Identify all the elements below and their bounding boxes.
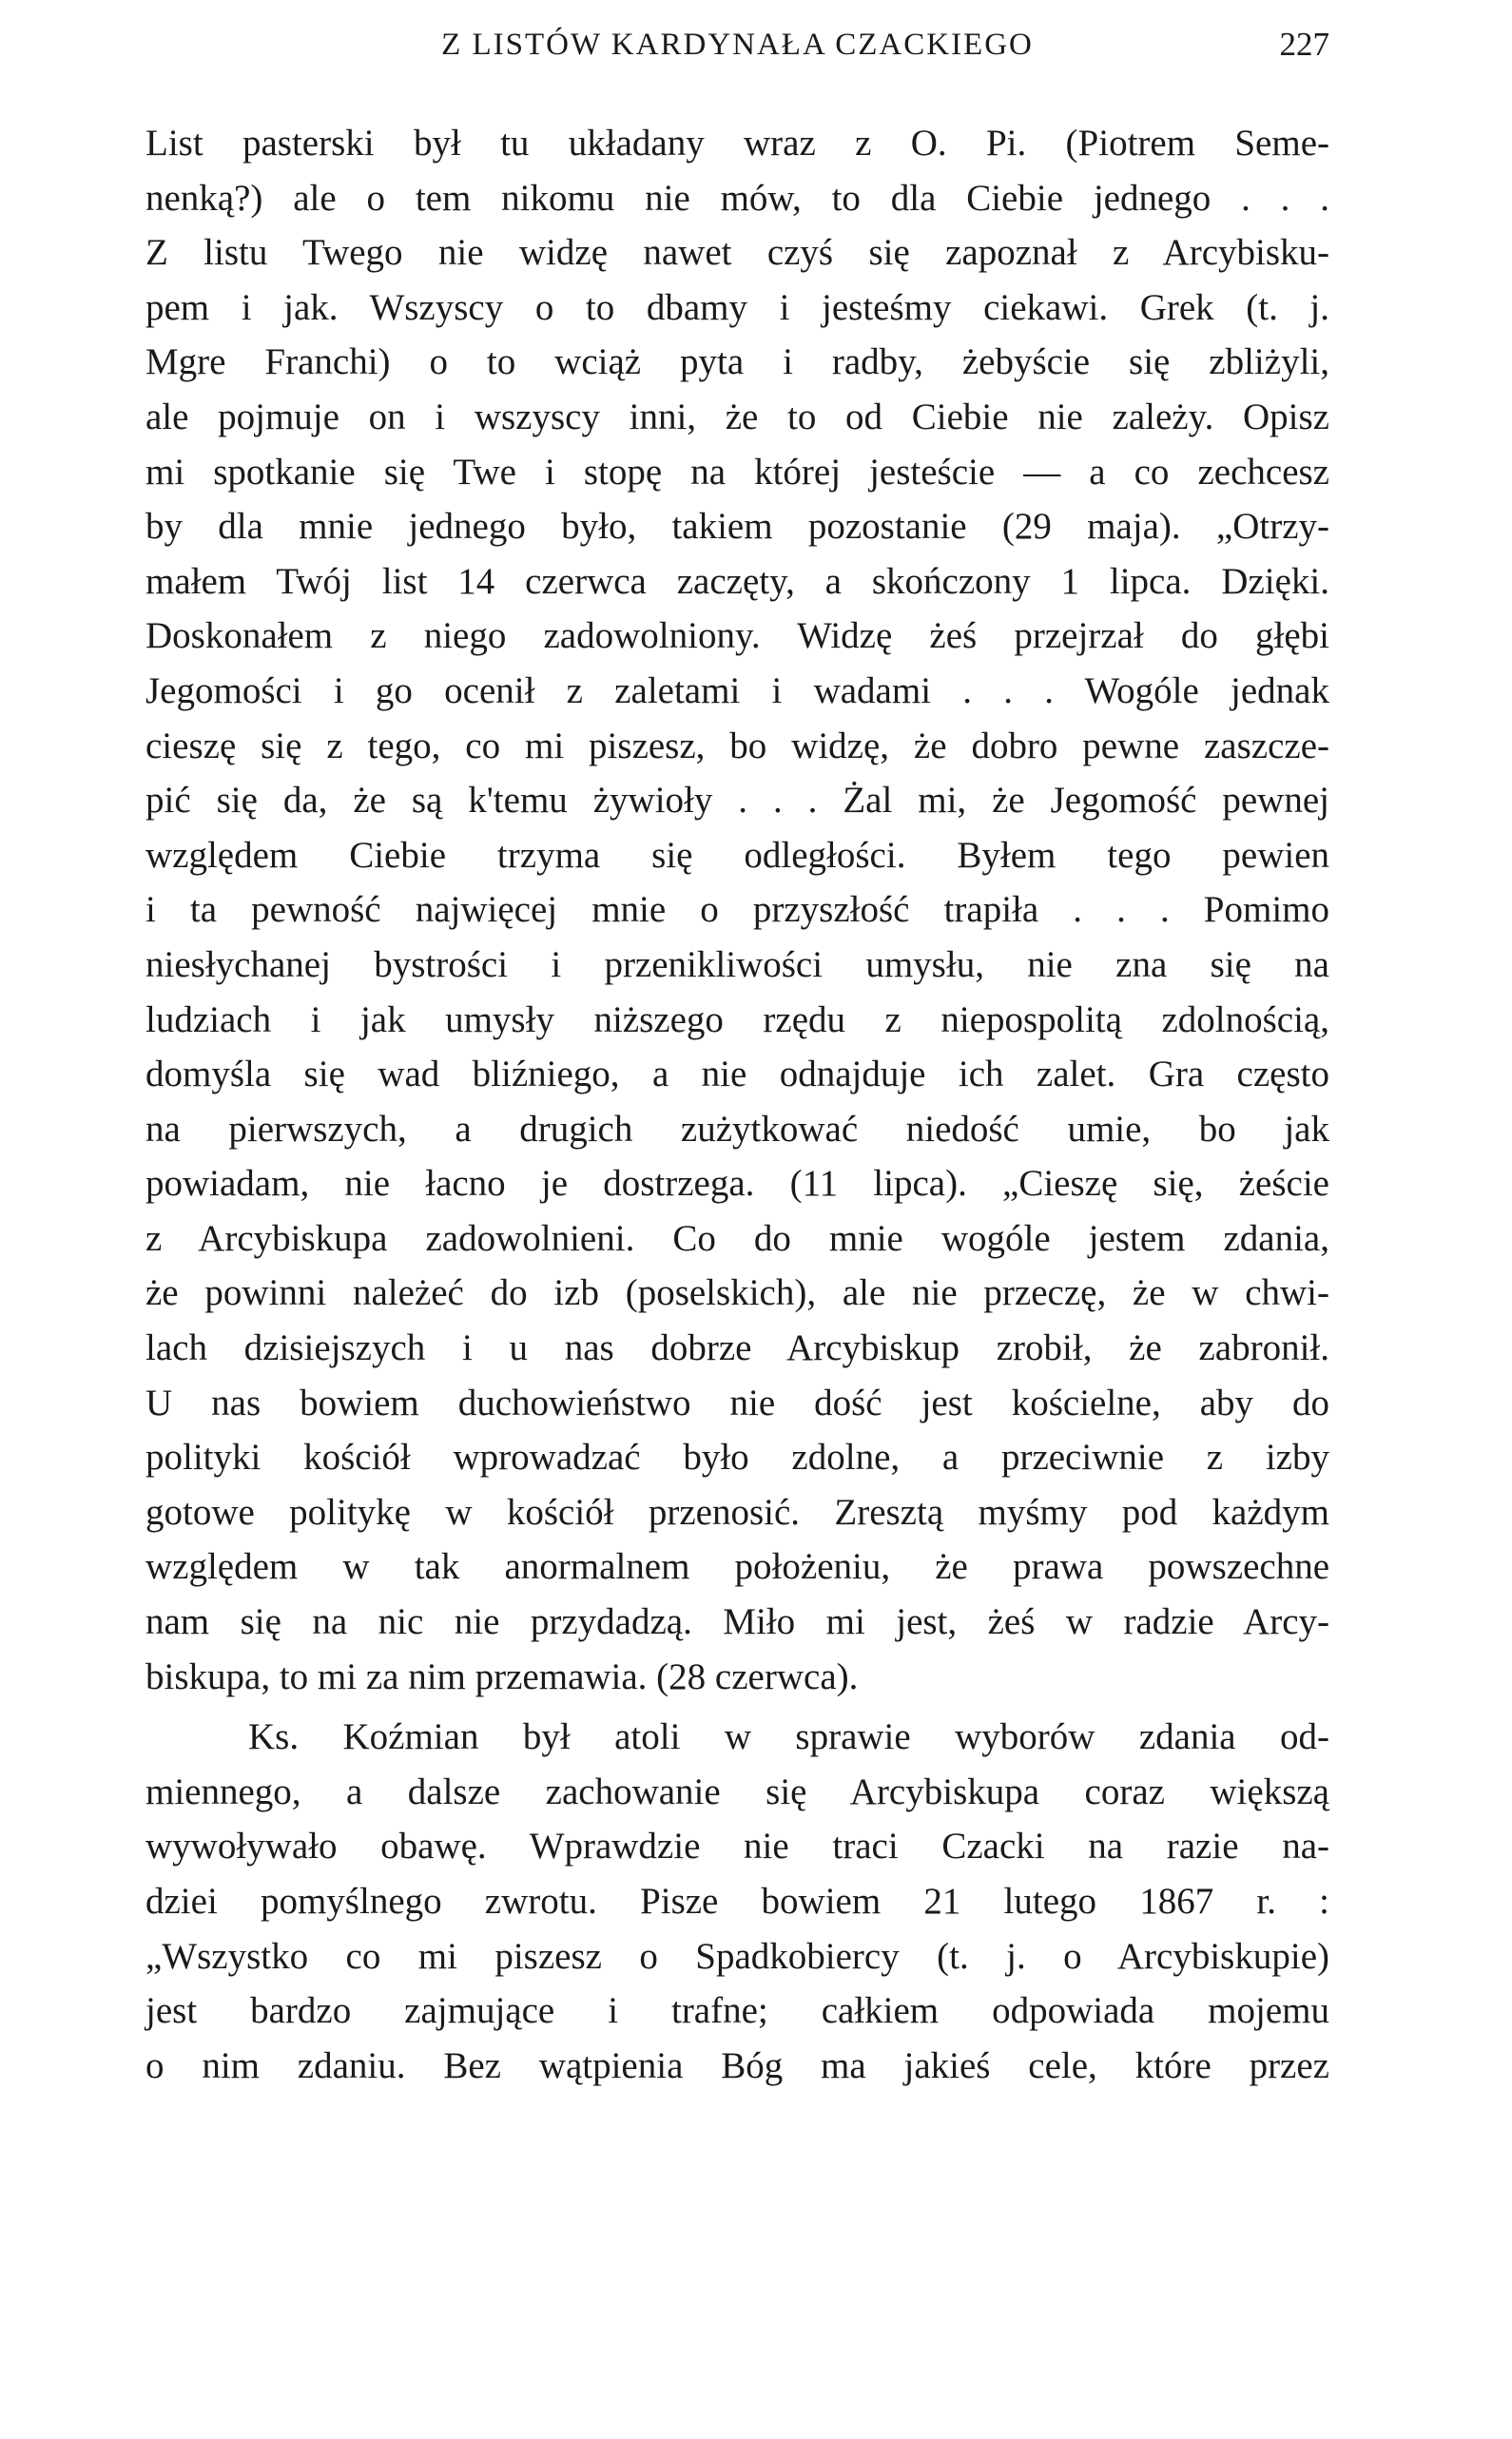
text-line: Mgre Franchi) o to wciąż pyta i radby, żebyście się zbliżyli, (145, 341, 1329, 383)
text-line: domyśla się wad bliźniego, a nie odnajduje ich zalet. Gra często (145, 1054, 1329, 1095)
text-line: względem w tak anormalnem położeniu, że prawa powszechne (145, 1546, 1329, 1588)
text-line: niesłychanej bystrości i przenikliwości umysłu, nie zna się na (145, 943, 1329, 985)
page-header (145, 21, 1329, 68)
text-line: względem Ciebie trzyma się odległości. Byłem tego pewien (145, 834, 1329, 876)
text-line: nam się na nic nie przydadzą. Miło mi jest, żeś w radzie Arcy- (145, 1601, 1329, 1643)
text-line: Doskonałem z niego zadowolniony. Widzę żeś przejrzał do głębi (145, 615, 1329, 657)
text-line: że powinni należeć do izb (poselskich), ale nie przeczę, że w chwi- (145, 1272, 1329, 1314)
text-line: jest bardzo zajmujące i trafne; całkiem odpowiada mojemu (145, 1990, 1329, 2032)
text-line: dziei pomyślnego zwrotu. Pisze bowiem 21 lutego 1867 r. : (145, 1881, 1329, 1922)
text-line: U nas bowiem duchowieństwo nie dość jest kościelne, aby do (145, 1382, 1329, 1423)
text-line: ale pojmuje on i wszyscy inni, że to od Ciebie nie zależy. Opisz (145, 396, 1329, 437)
text-line: Jegomości i go ocenił z zaletami i wadami . . . Wogóle jednak (145, 669, 1329, 711)
text-line: pem i jak. Wszyscy o to dbamy i jesteśmy ciekawi. Grek (t. j. (145, 286, 1329, 328)
text-line: mi spotkanie się Twe i stopę na której jesteście — a co zechcesz (145, 451, 1329, 493)
text-line: miennego, a dalsze zachowanie się Arcybiskupa coraz większą (145, 1771, 1329, 1812)
running-title: Z LISTÓW KARDYNAŁA CZACKIEGO (441, 28, 1034, 62)
text-line: „Wszystko co mi piszesz o Spadkobiercy (t. j. o Arcybiskupie) (145, 1935, 1329, 1977)
text-line: cieszę się z tego, co mi piszesz, bo widzę, że dobro pewne zaszcze- (145, 725, 1329, 766)
text-line: wywoływało obawę. Wprawdzie nie traci Czacki na razie na- (145, 1826, 1329, 1868)
text-line: małem Twój list 14 czerwca zaczęty, a skończony 1 lipca. Dzięki. (145, 560, 1329, 602)
text-line: Z listu Twego nie widzę nawet czyś się zapoznał z Arcybisku- (145, 232, 1329, 274)
text-line: z Arcybiskupa zadowolnieni. Co do mnie wogóle jestem zdania, (145, 1217, 1329, 1259)
text-line: biskupa, to mi za nim przemawia. (28 czerwca). (145, 1655, 859, 1697)
text-line: nenką?) ale o tem nikomu nie mów, to dla Ciebie jednego . . . (145, 177, 1329, 219)
text-line: o nim zdaniu. Bez wątpienia Bóg ma jakieś cele, które przez (145, 2044, 1329, 2086)
text-line: gotowe politykę w kościół przenosić. Zresztą myśmy pod każdym (145, 1491, 1329, 1533)
text-line: ludziach i jak umysły niższego rzędu z niepospolitą zdolnością, (145, 998, 1329, 1040)
text-line: List pasterski był tu układany wraz z O. Pi. (Piotrem Seme- (145, 123, 1329, 164)
page-number: 227 (1279, 26, 1329, 63)
text-line: powiadam, nie łacno je dostrzega. (11 lipca). „Cieszę się, żeście (145, 1163, 1329, 1205)
text-line: i ta pewność najwięcej mnie o przyszłość trapiła . . . Pomimo (145, 889, 1329, 931)
text-line: na pierwszych, a drugich zużytkować niedość umie, bo jak (145, 1108, 1329, 1150)
paragraph (145, 1710, 1329, 2093)
text-line: lach dzisiejszych i u nas dobrze Arcybiskup zrobił, że zabronił. (145, 1327, 1329, 1369)
text-line: polityki kościół wprowadzać było zdolne, a przeciwnie z izby (145, 1437, 1329, 1479)
text-line: pić się da, że są k'temu żywioły . . . Żal mi, że Jegomość pewnej (145, 780, 1329, 822)
body-text (145, 116, 1329, 2093)
text-line: by dla mnie jednego było, takiem pozostanie (29 maja). „Otrzy- (145, 506, 1329, 548)
text-line: Ks. Koźmian był atoli w sprawie wyborów zdania od- (248, 1716, 1329, 1758)
paragraph (145, 116, 1329, 1704)
